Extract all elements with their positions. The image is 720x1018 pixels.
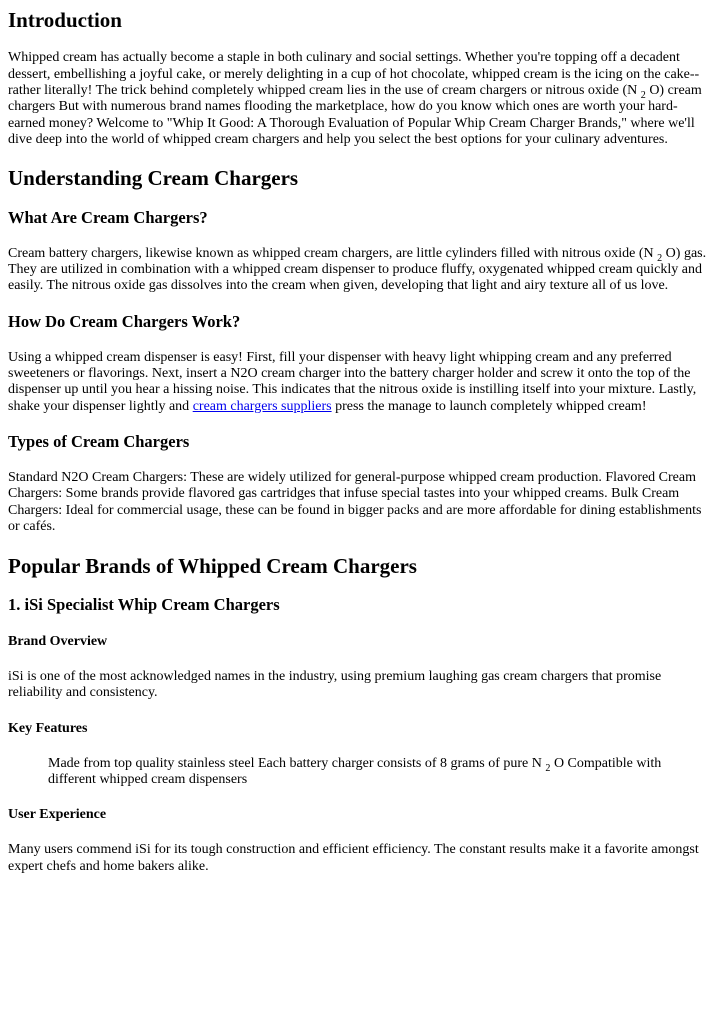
paragraph-introduction <box>8 50 712 148</box>
heading-popular-brands: Popular Brands of Whipped Cream Chargers <box>8 553 417 578</box>
paragraph-user-experience: Many users commend iSi for its tough construction and efficient efficiency. The constant results make it a favorite amongst expert chefs and home bakers alike. <box>8 842 699 874</box>
paragraph-how-do-cream-chargers-work <box>8 350 712 416</box>
heading-key-features: Key Features <box>8 720 88 736</box>
subscript-2: 2 <box>545 762 551 774</box>
heading-isi-specialist: 1. iSi Specialist Whip Cream Chargers <box>8 594 280 614</box>
cream-chargers-suppliers-link[interactable]: cream chargers suppliers <box>192 398 332 414</box>
heading-understanding-cream-chargers: Understanding Cream Chargers <box>8 166 299 191</box>
paragraph-what-are-cream-chargers <box>8 246 712 295</box>
article <box>8 8 712 875</box>
heading-types-of-cream-chargers: Types of Cream Chargers <box>8 432 190 452</box>
text-run: Cream battery chargers, likewise known as whipped cream chargers, are little cylinders filled with nitrous oxide (N <box>8 245 658 261</box>
text-run: Made from top quality stainless steel Each battery charger consists of 8 grams of pure N <box>48 755 546 771</box>
subscript-2: 2 <box>640 89 646 101</box>
text-run: Using a whipped cream dispenser is easy! First, fill your dispenser with heavy light whipping cream and any preferred sweeteners or flavorings. Next, insert a N2O cream charger into the battery charger holder and screw it onto the top of the dispenser up until you hear a hissing noise. This indicates that the nitrous oxide is instilling itself into your mixture. Lastly, shake your dispenser lightly and <box>8 349 697 414</box>
text-run: Whipped cream has actually become a staple in both culinary and social settings. Whether you're topping off a decadent dessert, embellishing a joyful cake, or merely delighting in a cup of hot chocolate, whipped cream is the icing on the cake-- rather literally! The trick behind completely whipped cream lies in the use of cream chargers or nitrous oxide (N <box>8 50 700 98</box>
key-features-block <box>48 756 672 789</box>
heading-what-are-cream-chargers: What Are Cream Chargers? <box>8 207 208 227</box>
paragraph-types-of-cream-chargers: Standard N2O Cream Chargers: These are widely utilized for general-purpose whipped cream production. Flavored Cream Chargers: Some brands provide flavored gas cartridges that infuse special tastes into your whipped creams. Bulk Cream Chargers: Ideal for commercial usage, these can be found in bigger packs and are more affordable for dining establishments or cafés. <box>8 470 702 535</box>
heading-user-experience: User Experience <box>8 807 107 823</box>
paragraph-brand-overview: iSi is one of the most acknowledged names in the industry, using premium laughing gas cream chargers that promise reliability and consistency. <box>8 668 662 701</box>
subscript-2: 2 <box>657 252 663 264</box>
text-run: press the manage to launch completely whipped cream! <box>331 398 647 414</box>
heading-brand-overview: Brand Overview <box>8 633 108 649</box>
heading-introduction: Introduction <box>8 8 122 32</box>
heading-how-do-cream-chargers-work: How Do Cream Chargers Work? <box>8 311 241 331</box>
text-run: O) gas. They are utilized in combination with a whipped cream dispenser to produce fluffy, oxygenated whipped cream quickly and easily. The nitrous oxide gas dissolves into the cream when given, developing that light and airy texture all of us love. <box>8 245 707 294</box>
text-run: O) cream chargers But with numerous brand names flooding the marketplace, how do you know which ones are worth your hard-earned money? Welcome to "Whip It Good: A Thorough Evaluation of Popular Whip Cream Charger Brands," where we'll dive deep into the world of whipped cream chargers and help you select the best options for your culinary adventures. <box>8 82 702 148</box>
text-run: O Compatible with different whipped cream dispensers <box>48 755 662 787</box>
